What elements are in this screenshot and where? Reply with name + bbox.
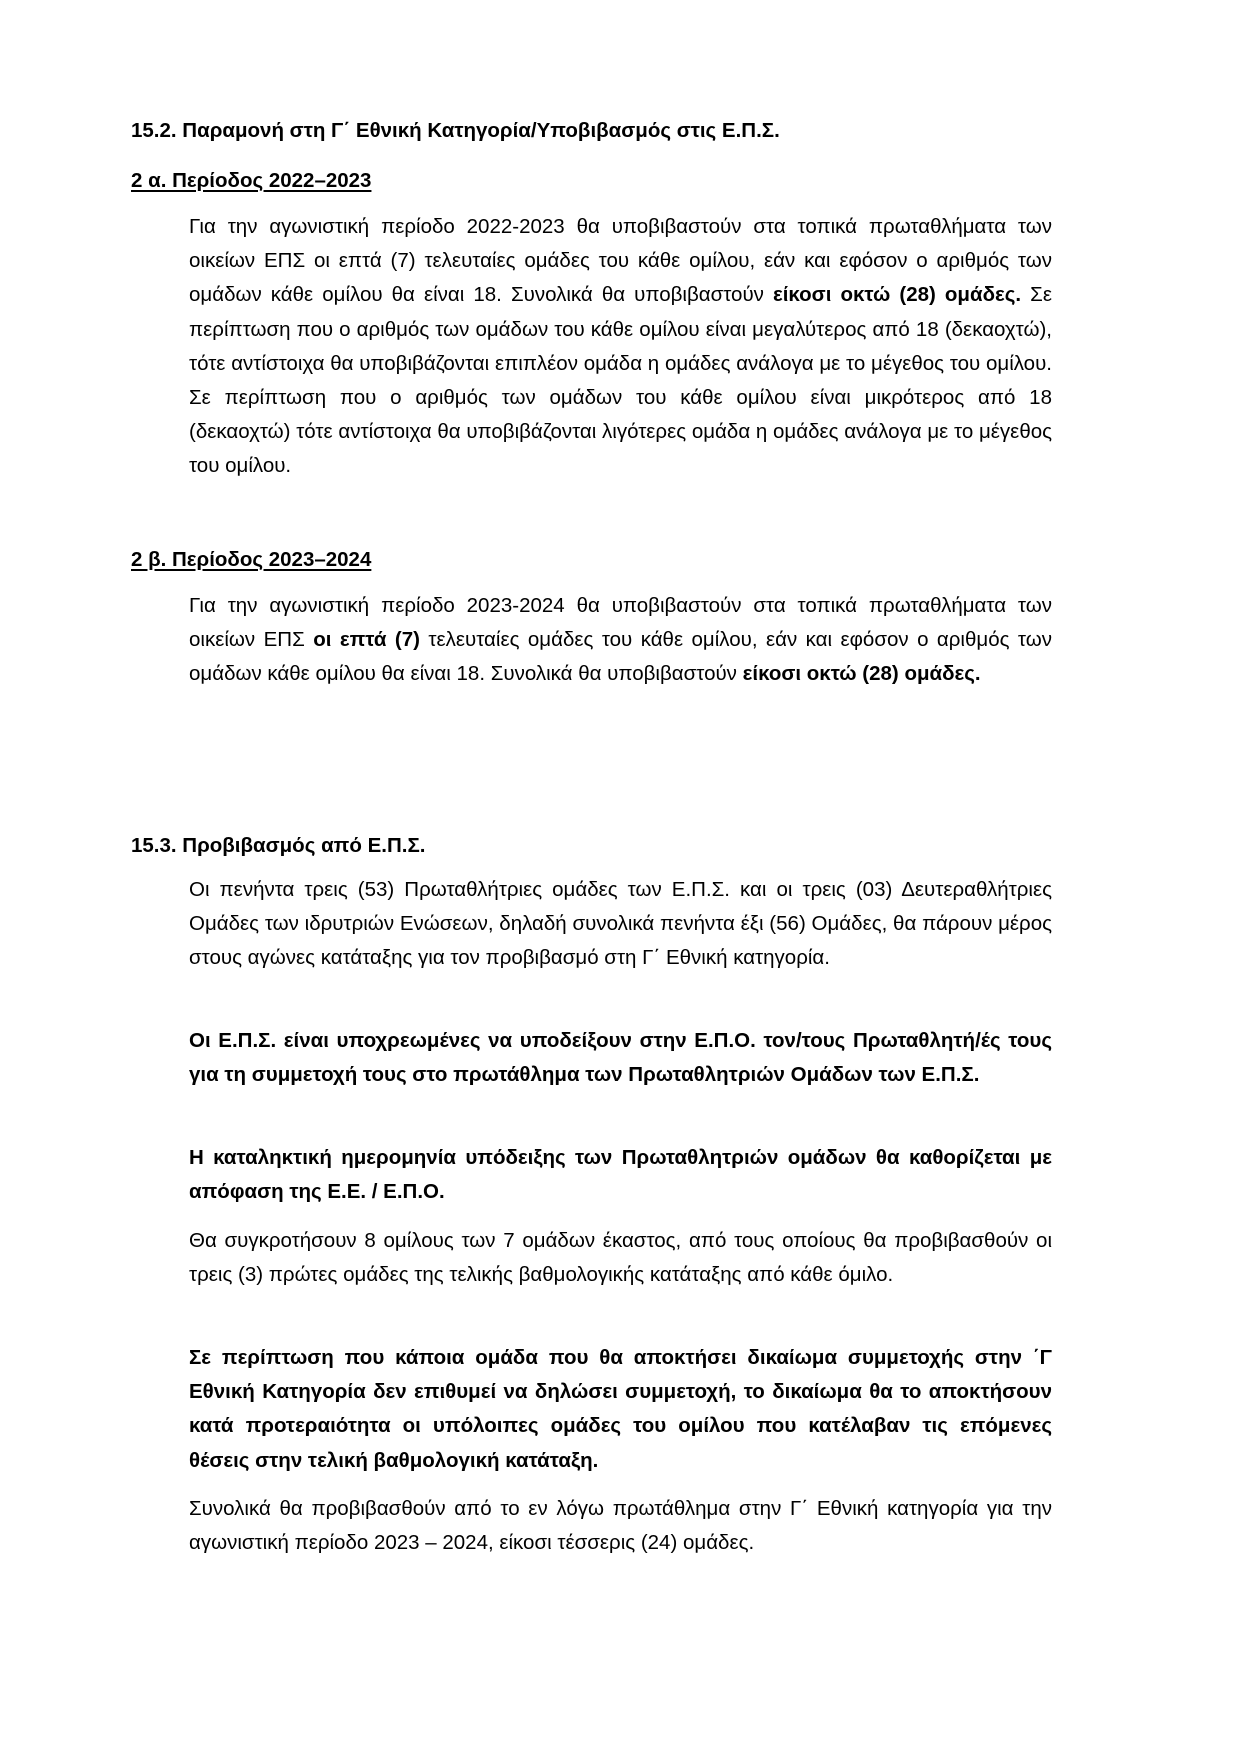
section-15-2-heading: 15.2. Παραμονή στη Γ΄ Εθνική Κατηγορία/Υποβιβασμός στις Ε.Π.Σ.	[131, 119, 780, 142]
subsection-2a-heading: 2 α. Περίοδος 2022–2023	[131, 169, 372, 192]
subsection-2a-bold-text: είκοσι οκτώ (28) ομάδες.	[772, 283, 1022, 307]
subsection-2b-bold-1: οι επτά (7)	[313, 628, 420, 652]
section-15-3-paragraph-5: Σε περίπτωση που κάποια ομάδα που θα αποκτήσει δικαίωμα συμμετοχής στην ΄Γ Εθνική Κατηγορία δεν επιθυμεί να δηλώσει συμμετοχή, το δικαίωμα θα το αποκτήσουν κατά προτεραιότητα οι υπόλοιπες ομάδες του ομίλου που κατέλαβαν τις επόμενες θέσεις στην τελική βαθμολογική κατάταξη.	[189, 1346, 1052, 1472]
subsection-2b-bold-2: είκοσι οκτώ (28) ομάδες.	[742, 662, 981, 686]
section-15-3-paragraph-4: Θα συγκροτήσουν 8 ομίλους των 7 ομάδων έκαστος, από τους οποίους θα προβιβασθούν οι τρεις (3) πρώτες ομάδες της τελικής βαθμολογικής κατάταξης από κάθε όμιλο.	[189, 1229, 1052, 1287]
section-15-3-heading: 15.3. Προβιβασμός από Ε.Π.Σ.	[131, 834, 426, 857]
section-15-3-paragraph-1: Οι πενήντα τρεις (53) Πρωταθλήτριες ομάδες των Ε.Π.Σ. και οι τρεις (03) Δευτεραθλήτριες Ομάδες των ιδρυτριών Ενώσεων, δηλαδή συνολικά πενήντα έξι (56) Ομάδες, θα πάρουν μέρος στους αγώνες κατάταξης για τον προβιβασμό στη Γ΄ Εθνική κατηγορία.	[189, 878, 1052, 970]
subsection-2b-text-b: τελευταίες ομάδες του κάθε ομίλου, εάν και εφόσον ο αριθμός των ομάδων κάθε ομίλου θα είναι 18. Συνολικά θα υποβιβαστούν	[189, 628, 1052, 686]
subsection-2b-paragraph	[189, 589, 1052, 692]
subsection-2a-text-rest: Σε περίπτωση που ο αριθμός των ομάδων του κάθε ομίλου είναι μεγαλύτερος από 18 (δεκαοχτώ), τότε αντίστοιχα θα υποβιβάζονται επιπλέον ομάδα η ομάδες ανάλογα με το μέγεθος του ομίλου. Σε περίπτωση που ο αριθμός των ομάδων του κάθε ομίλου είναι μικρότερος από 18 (δεκαοχτώ) τότε αντίστοιχα θα υποβιβάζονται λιγότερες ομάδα η ομάδες ανάλογα με το μέγεθος του ομίλου.	[189, 283, 1052, 478]
section-15-3-paragraph-3: Η καταληκτική ημερομηνία υπόδειξης των Πρωταθλητριών ομάδων θα καθορίζεται με απόφαση της Ε.Ε. / Ε.Π.Ο.	[189, 1146, 1052, 1204]
subsection-2a-paragraph	[189, 210, 1052, 484]
section-15-3-paragraph-2: Οι Ε.Π.Σ. είναι υποχρεωμένες να υποδείξουν στην Ε.Π.Ο. τον/τους Πρωταθλητή/ές τους για τη συμμετοχή τους στο πρωτάθλημα των Πρωταθλητριών Ομάδων των Ε.Π.Σ.	[189, 1029, 1052, 1087]
subsection-2a-text: Για την αγωνιστική περίοδο 2022-2023 θα υποβιβαστούν στα τοπικά πρωταθλήματα των οικείων ΕΠΣ οι επτά (7) τελευταίες ομάδες του κάθε ομίλου, εάν και εφόσον ο αριθμός των ομάδων κάθε ομίλου θα είναι 18. Συνολικά θα υποβιβαστούν	[189, 215, 1052, 307]
section-15-3-paragraph-6: Συνολικά θα προβιβασθούν από το εν λόγω πρωτάθλημα στην Γ΄ Εθνική κατηγορία για την αγωνιστική περίοδο 2023 – 2024, είκοσι τέσσερις (24) ομάδες.	[189, 1497, 1052, 1555]
subsection-2b-heading: 2 β. Περίοδος 2023–2024	[131, 548, 372, 571]
subsection-2b-text-a: Για την αγωνιστική περίοδο 2023-2024 θα υποβιβαστούν στα τοπικά πρωταθλήματα των οικείων ΕΠΣ	[189, 594, 1052, 652]
